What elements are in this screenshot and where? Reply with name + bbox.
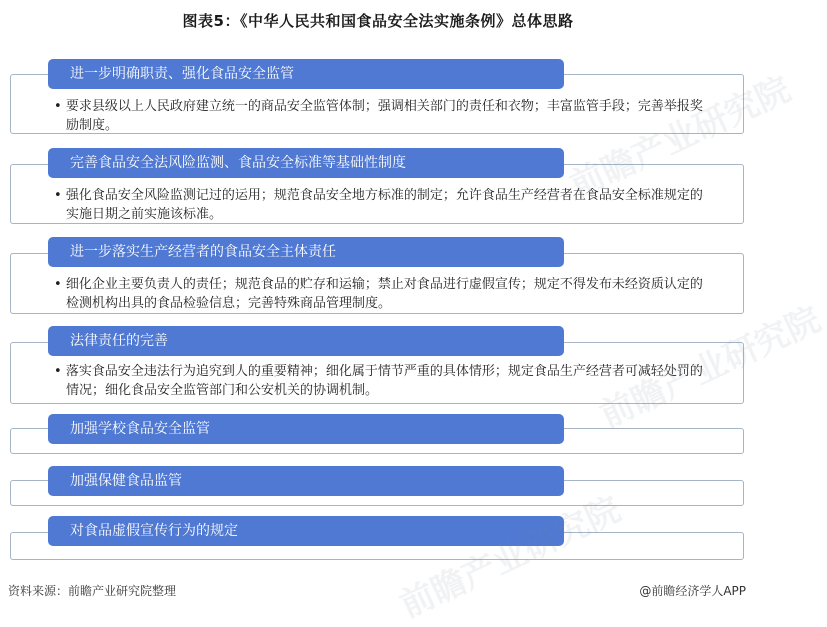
section-3-text: • 细化企业主要负责人的责任；规范食品的贮存和运输；禁止对食品进行虚假宣传；规定不得发布未经资质认定的检测机构出具的食品检验信息；完善特殊商品管理制度。 [54,275,706,313]
brand-note: @前瞻经济学人APP [639,584,746,598]
section-2-text: • 强化食品安全风险监测记过的运用；规范食品安全地方标准的制定；允许食品生产经营者在食品安全标准规定的实施日期之前实施该标准。 [54,186,706,224]
section-4-heading: 法律责任的完善 [48,326,564,356]
section-1-heading: 进一步明确职责、强化食品安全监管 [48,59,564,89]
section-5-heading: 加强学校食品安全监管 [48,414,564,444]
section-6-heading: 加强保健食品监管 [48,466,564,496]
section-7-heading: 对食品虚假宣传行为的规定 [48,516,564,546]
watermark-1: 前瞻产业研究院 [564,69,797,207]
section-1-text: • 要求县级以上人民政府建立统一的商品安全监管体制；强调相关部门的责任和衣物；丰富监管手段；完善举报奖励制度。 [54,97,706,135]
source-note: 资料来源：前瞻产业研究院整理 [8,584,177,598]
section-4-text: • 落实食品安全违法行为追究到人的重要精神；细化属于情节严重的具体情形；规定食品生产经营者可减轻处罚的情况；细化食品安全监管部门和公安机关的协调机制。 [54,362,706,400]
figure-title: 图表5：《中华人民共和国食品安全法实施条例》总体思路 [182,12,574,30]
section-2-heading: 完善食品安全法风险监测、食品安全标准等基础性制度 [48,148,564,178]
section-3-heading: 进一步落实生产经营者的食品安全主体责任 [48,237,564,267]
